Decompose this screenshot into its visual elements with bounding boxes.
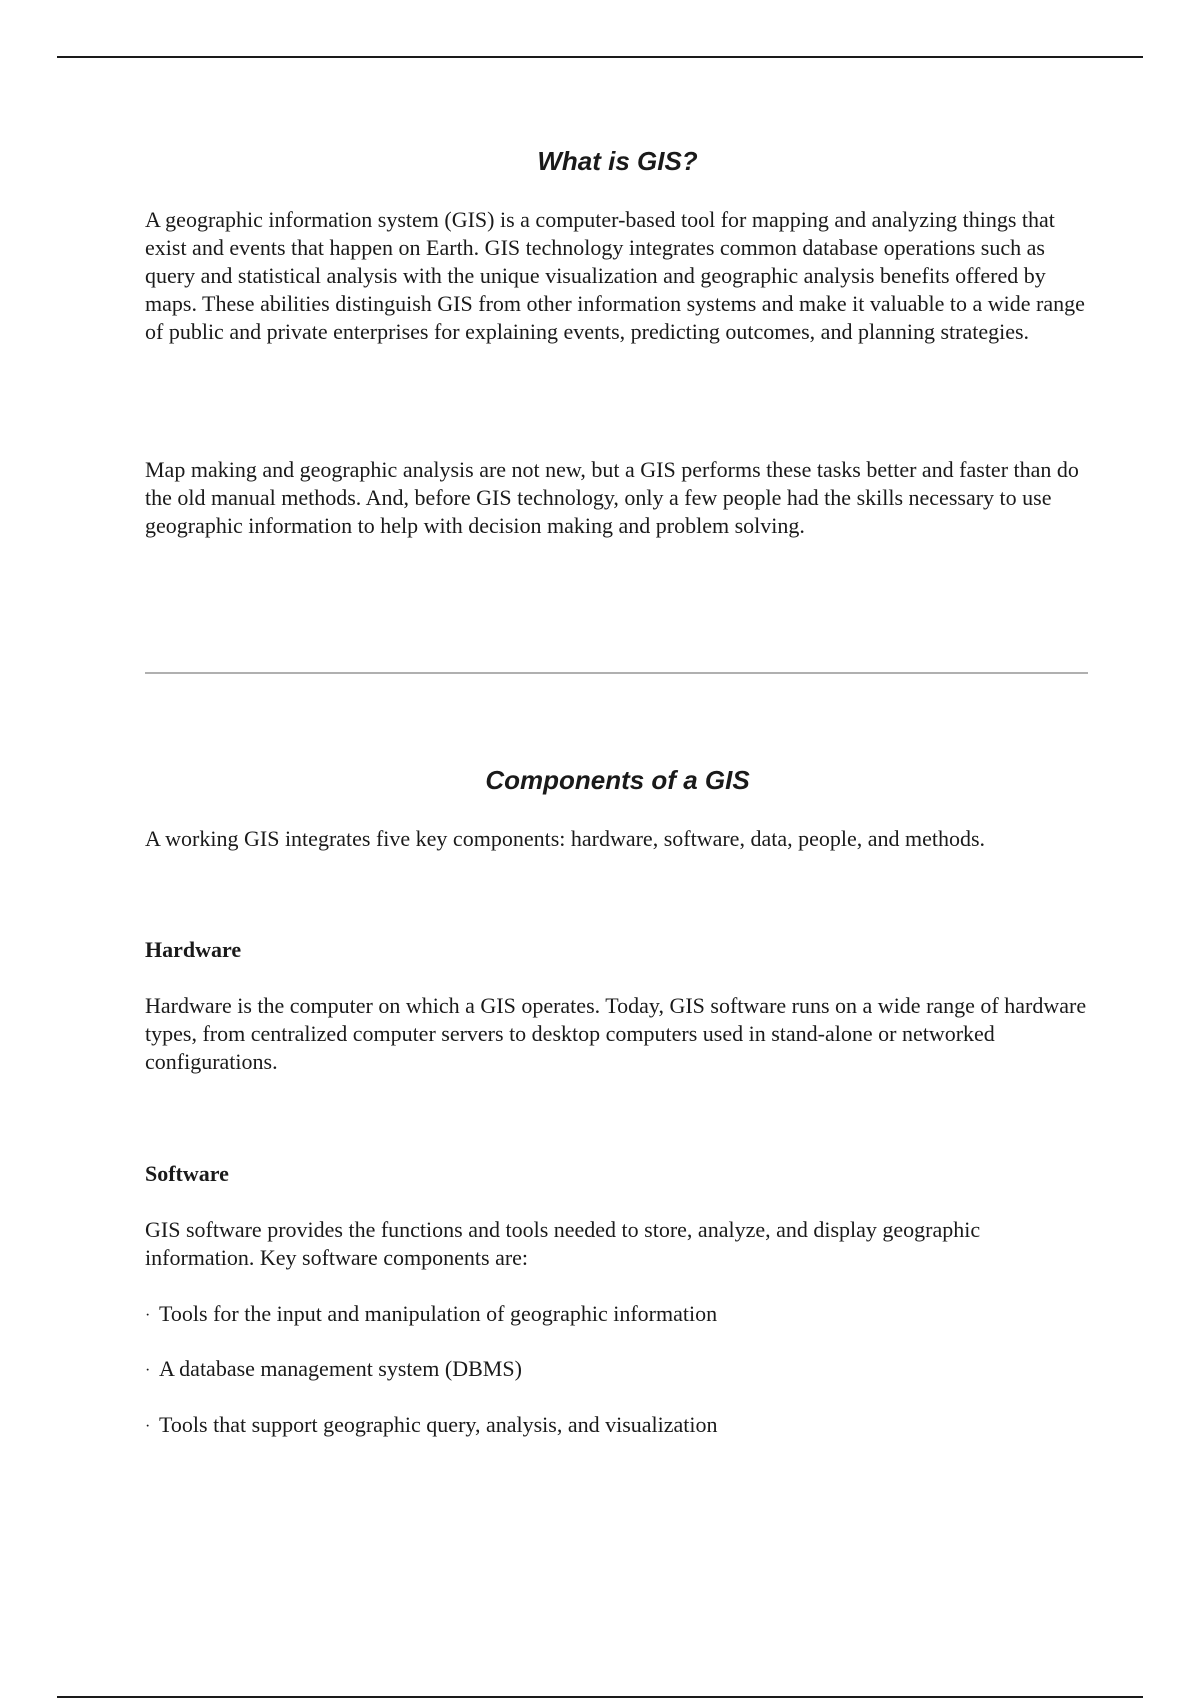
list-item-text: A database management system (DBMS) — [159, 1356, 522, 1381]
paragraph-map-making: Map making and geographic analysis are not new, but a GIS performs these tasks better and faster than do the old manual methods. And, before GIS technology, only a few people had the skills necessary to use geographic information to help with decision making and problem solving. — [145, 457, 1079, 538]
bullet-dot-icon: · — [145, 1418, 151, 1435]
subheading-software: Software — [145, 1161, 229, 1186]
page-bottom-rule — [57, 1696, 1143, 1698]
bullet-dot-icon: · — [145, 1307, 151, 1324]
paragraph-hardware: Hardware is the computer on which a GIS operates. Today, GIS software runs on a wide range of hardware types, from centralized computer servers to desktop computers used in stand-alone or networked configurations. — [145, 993, 1087, 1074]
paragraph-components-intro: A working GIS integrates five key components: hardware, software, data, people, and methods. — [145, 826, 986, 851]
list-item — [145, 1300, 717, 1330]
section-title-what-is-gis: What is GIS? — [537, 146, 698, 176]
section-divider — [145, 672, 1088, 674]
list-item-text: Tools for the input and manipulation of geographic information — [159, 1301, 718, 1326]
list-item-text: Tools that support geographic query, analysis, and visualization — [159, 1412, 718, 1437]
section-title-components: Components of a GIS — [485, 765, 750, 795]
paragraph-gis-definition: A geographic information system (GIS) is a computer-based tool for mapping and analyzing things that exist and events that happen on Earth. GIS technology integrates common database operations such as query and statistical analysis with the unique visualization and geographic analysis benefits offered by maps. These abilities distinguish GIS from other information systems and make it valuable to a wide range of public and private enterprises for explaining events, predicting outcomes, and planning strategies. — [145, 207, 1085, 344]
list-item — [145, 1355, 522, 1385]
page-top-rule — [57, 56, 1143, 58]
bullet-dot-icon: · — [145, 1362, 151, 1379]
subheading-hardware: Hardware — [145, 937, 242, 962]
paragraph-software: GIS software provides the functions and tools needed to store, analyze, and display geographic information. Key software components are: — [145, 1217, 981, 1270]
list-item — [145, 1411, 718, 1441]
